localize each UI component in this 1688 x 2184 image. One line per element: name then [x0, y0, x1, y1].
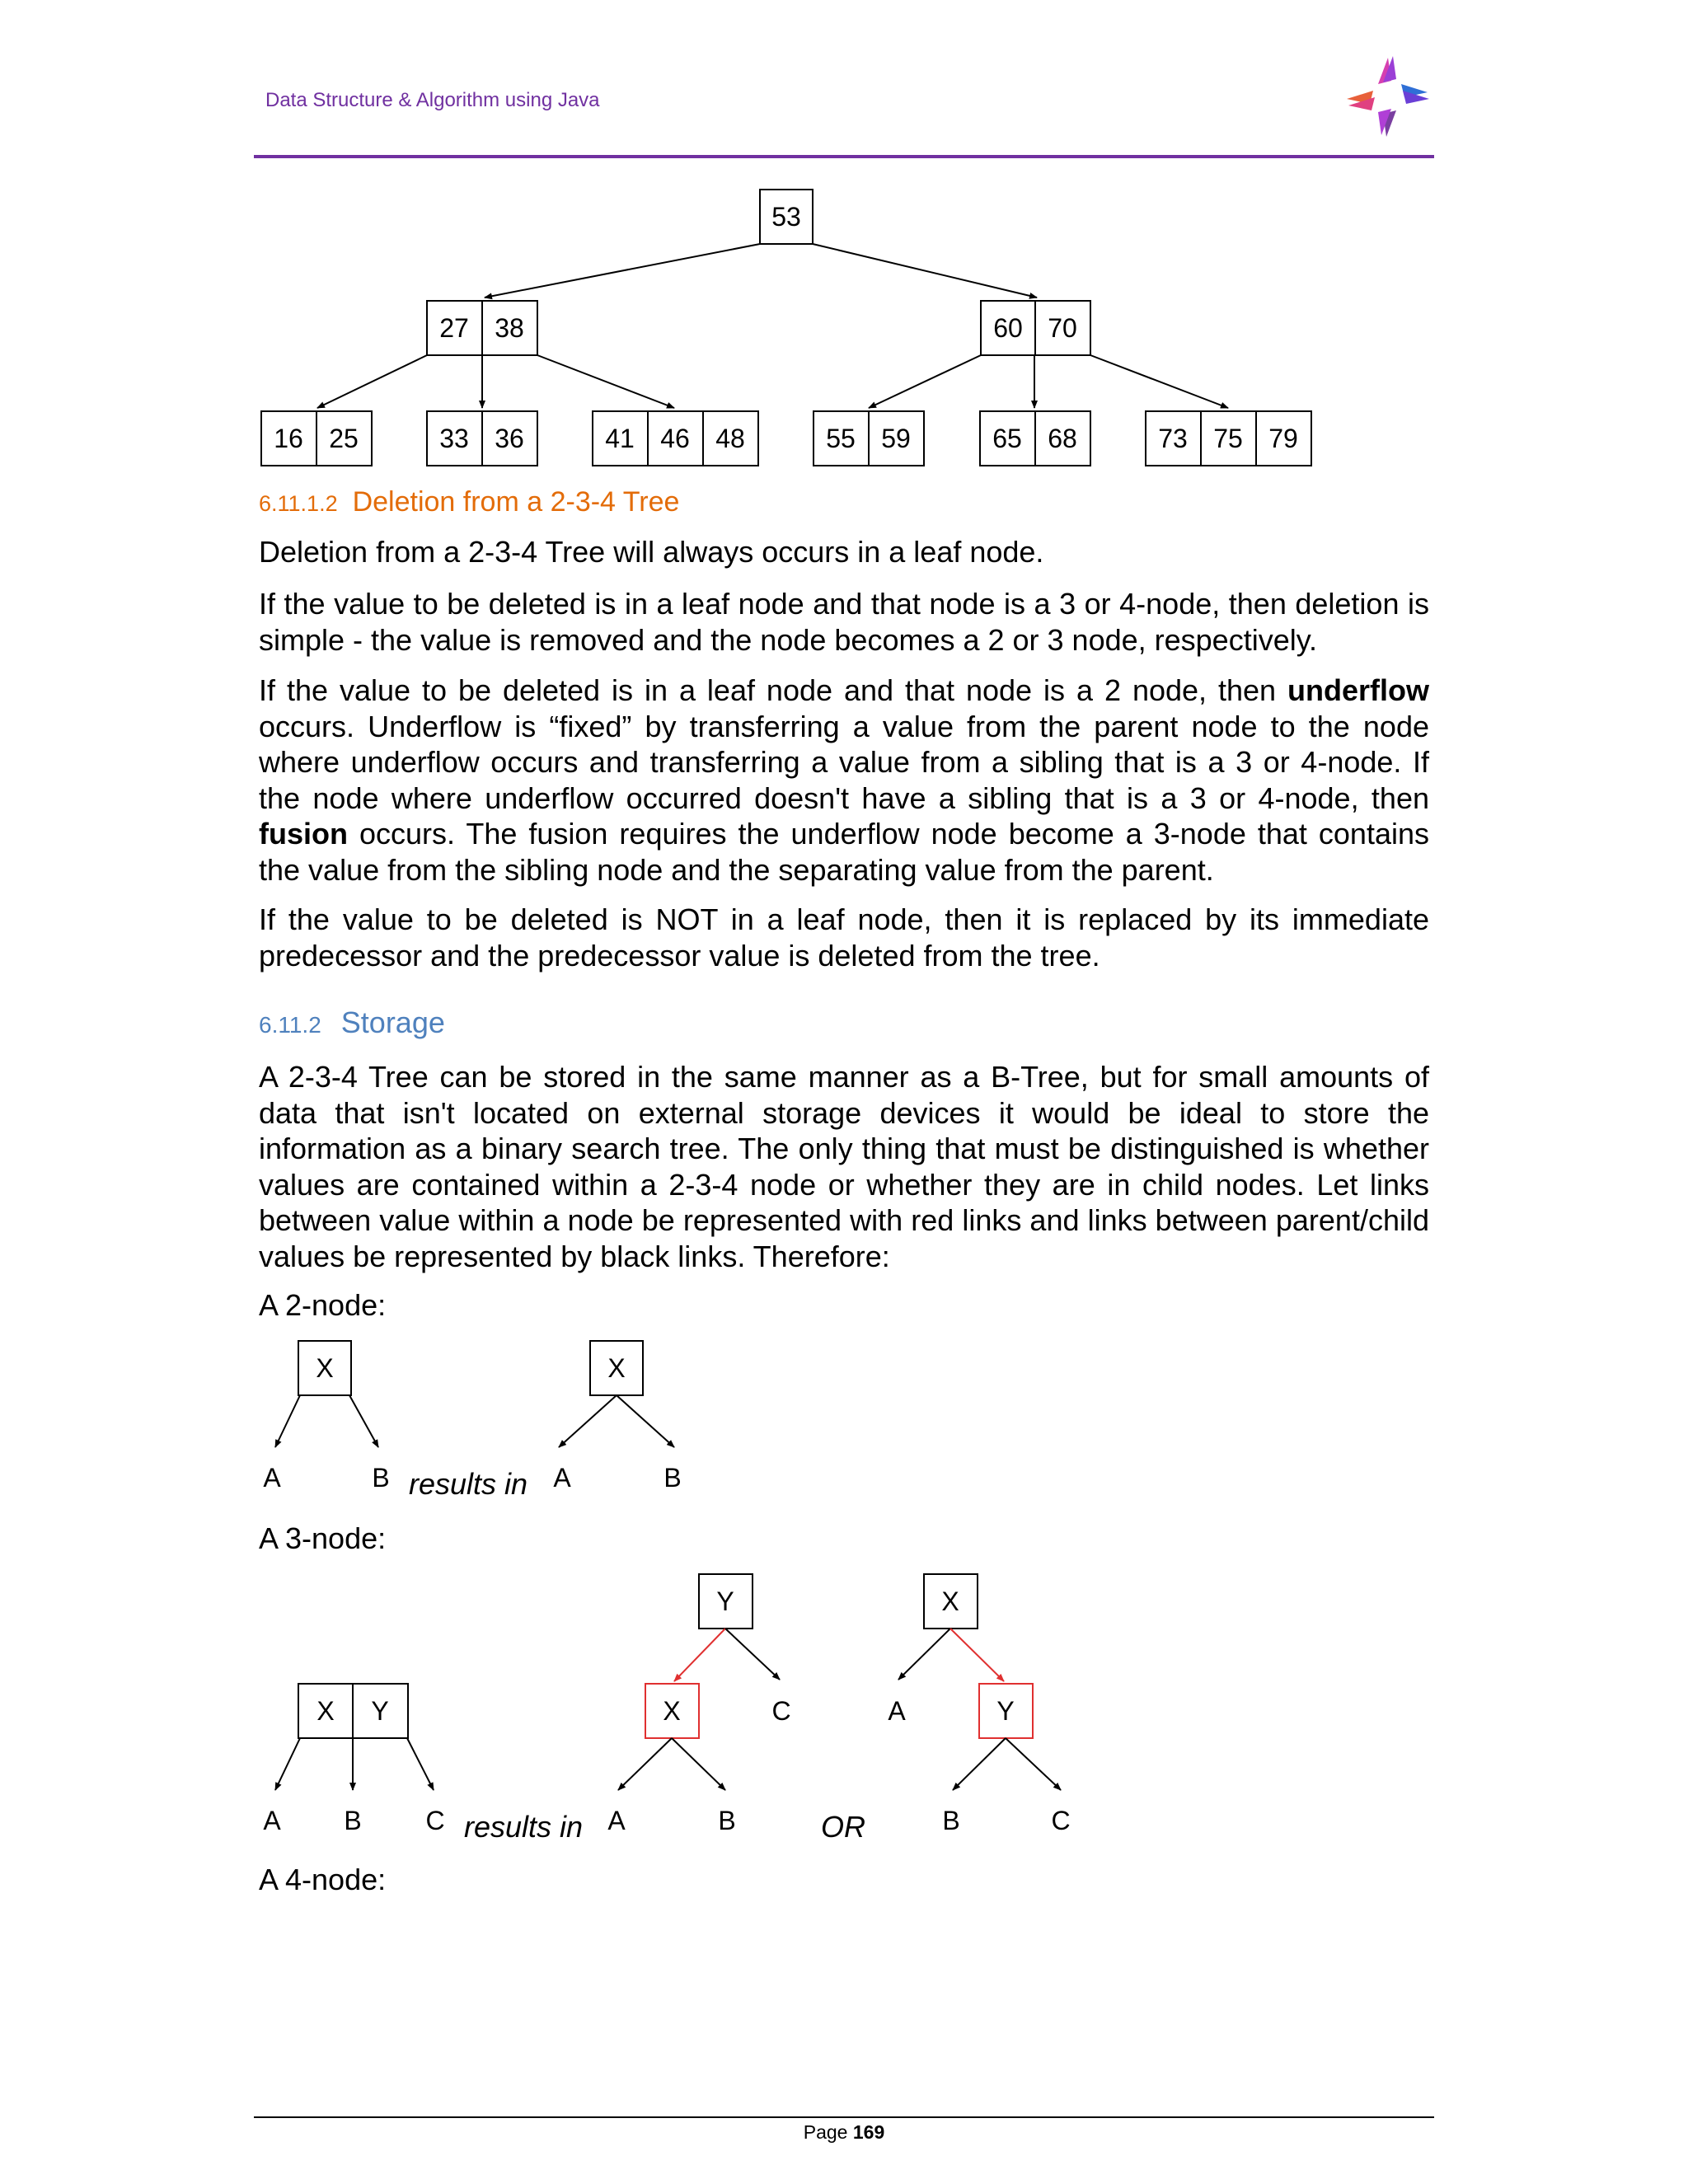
- svg-text:X: X: [316, 1696, 335, 1726]
- section-number: 6.11.1.2: [259, 491, 338, 516]
- section-title: Storage: [340, 1005, 445, 1039]
- results-in-label: results in: [464, 1810, 584, 1844]
- paragraph: If the value to be deleted is in a leaf node and that node is a 3 or 4-node, then deletion is simple - the value is removed and the node becomes a 2 or 3 node, respectively.: [259, 587, 1429, 657]
- tree-key: 25: [329, 424, 359, 453]
- edge: [485, 244, 760, 298]
- paragraph: If the value to be deleted is in a leaf node and that node is a 2 node, then underflow occurs. Underflow is “fixed” by transferring a value from the parent node to the node where underflow occurs and transferring a value from a sibling that is a 3 or 4-node. If the node where underflow occurred doesn't have a sibling that is a 3 or 4-node, then fusion occurs. The fusion requires the underflow node become a 3-node that contains the value from the sibling node and the separating value from the parent.: [259, 673, 1429, 887]
- svg-text:A: A: [607, 1806, 626, 1835]
- tree-key: 70: [1048, 313, 1077, 343]
- header-title: Data Structure & Algorithm using Java: [265, 89, 600, 111]
- paragraph: If the value to be deleted is NOT in a leaf node, then it is replaced by its immediate predecessor and the predecessor value is deleted from the tree.: [259, 902, 1429, 972]
- svg-text:B: B: [942, 1806, 960, 1835]
- svg-text:B: B: [663, 1463, 682, 1493]
- two-node-label: A 2-node:: [259, 1288, 387, 1322]
- svg-text:Y: Y: [371, 1696, 389, 1726]
- svg-text:C: C: [771, 1696, 791, 1726]
- edge: [1090, 355, 1228, 408]
- svg-text:Y: Y: [996, 1696, 1015, 1726]
- tree-key: 36: [495, 424, 524, 453]
- three-node-label: A 3-node:: [259, 1521, 387, 1555]
- svg-text:A: A: [553, 1463, 571, 1493]
- tree-key: 59: [881, 424, 911, 453]
- three-node-diagram: [263, 1574, 1070, 1835]
- svg-text:X: X: [941, 1586, 959, 1616]
- tree-key: 65: [992, 424, 1022, 453]
- tree-key: 16: [274, 424, 303, 453]
- svg-text:X: X: [663, 1696, 681, 1726]
- section-heading-deletion: [259, 486, 679, 518]
- tree-key: 55: [826, 424, 856, 453]
- footer-rule: [254, 2116, 1434, 2118]
- edge: [813, 244, 1037, 298]
- tree-key: 53: [771, 202, 801, 232]
- svg-text:C: C: [1051, 1806, 1071, 1835]
- svg-text:B: B: [718, 1806, 736, 1835]
- tree-key: 79: [1268, 424, 1298, 453]
- page-number: 169: [852, 2121, 885, 2143]
- edge: [317, 355, 427, 408]
- tree-key: 38: [495, 313, 524, 343]
- tree-key: 46: [660, 424, 690, 453]
- edge: [869, 355, 981, 408]
- page-footer: Page 169: [803, 2121, 885, 2143]
- four-node-label: A 4-node:: [259, 1863, 387, 1896]
- tree-key: 33: [439, 424, 469, 453]
- svg-text:A: A: [263, 1463, 281, 1493]
- svg-text:X: X: [316, 1353, 334, 1383]
- tree-key: 27: [439, 313, 469, 343]
- section-heading-storage: [259, 1005, 445, 1040]
- svg-text:A: A: [888, 1696, 906, 1726]
- tree-key: 48: [715, 424, 745, 453]
- tree-key: 75: [1213, 424, 1243, 453]
- svg-text:C: C: [425, 1806, 445, 1835]
- svg-text:X: X: [607, 1353, 626, 1383]
- tree-key: 68: [1048, 424, 1077, 453]
- tree-key: 41: [605, 424, 635, 453]
- tree-key: 60: [993, 313, 1023, 343]
- svg-text:B: B: [372, 1463, 390, 1493]
- or-label: OR: [821, 1810, 865, 1844]
- paragraph: A 2-3-4 Tree can be stored in the same manner as a B-Tree, but for small amounts of data that isn't located on external storage devices it would be ideal to store the information as a binary search tree. The only thing that must be distinguished is whether values are contained within a 2-3-4 node or whether they are in child nodes. Let links between value within a node be represented with red links and links between parent/child values be represented by black links. Therefore:: [259, 1060, 1429, 1273]
- edge: [537, 355, 674, 408]
- results-in-label: results in: [409, 1467, 528, 1501]
- tree-diagram: [261, 190, 1311, 466]
- section-title: Deletion from a 2-3-4 Tree: [352, 486, 680, 518]
- paragraph: Deletion from a 2-3-4 Tree will always occurs in a leaf node.: [259, 535, 1044, 569]
- svg-text:A: A: [263, 1806, 281, 1835]
- svg-text:Y: Y: [716, 1586, 734, 1616]
- section-number: 6.11.2: [259, 1012, 321, 1038]
- tree-key: 73: [1158, 424, 1188, 453]
- svg-text:B: B: [344, 1806, 362, 1835]
